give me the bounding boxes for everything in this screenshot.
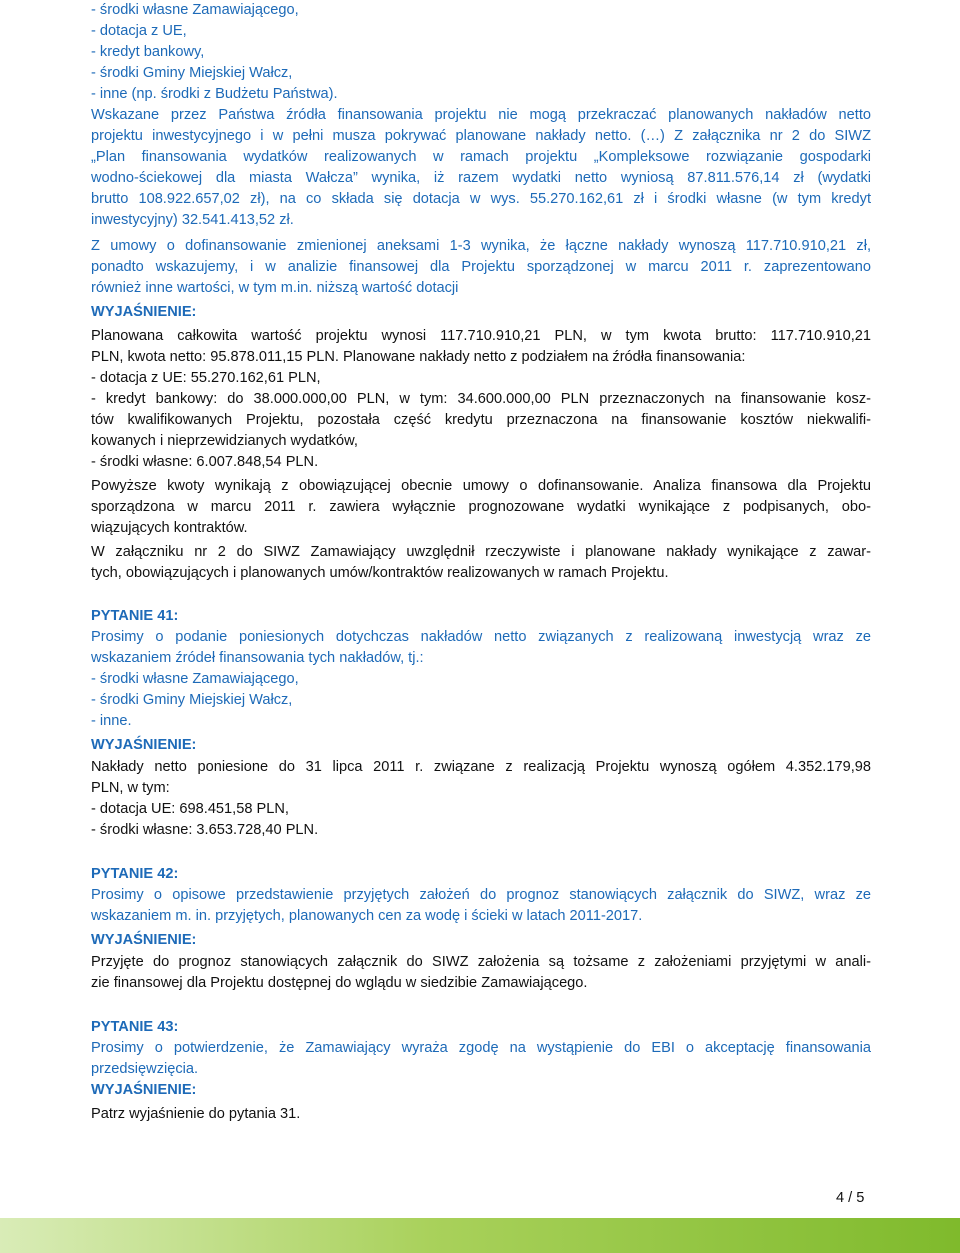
text-line: - środki Gminy Miejskiej Wałcz, — [91, 65, 293, 81]
text-line: Prosimy o opisowe przedstawienie przyjętych założeń do prognoz stanowiących załącznik do SIWZ, wraz ze — [91, 887, 871, 903]
text-line: Powyższe kwoty wynikają z obowiązującej obecnie umowy o dofinansowanie. Analiza finansowa dla Projektu — [91, 478, 871, 494]
text-line: Prosimy o potwierdzenie, że Zamawiający wyraża zgodę na wystąpienie do EBI o akceptację finansowania — [91, 1040, 871, 1056]
section-label: WYJAŚNIENIE: — [91, 932, 197, 948]
text-line: - środki własne Zamawiającego, — [91, 671, 299, 687]
section-label: WYJAŚNIENIE: — [91, 1082, 197, 1098]
text-line: Patrz wyjaśnienie do pytania 31. — [91, 1106, 301, 1122]
text-line: Z umowy o dofinansowanie zmienionej aneksami 1-3 wynika, że łączne nakłady wynoszą 117.710.910,21 zł, — [91, 238, 871, 254]
text-line: tych, obowiązujących i planowanych umów/kontraktów realizowanych w ramach Projektu. — [91, 565, 669, 581]
text-line: tów kwalifikowanych Projektu, pozostała część kredytu przeznaczona na finansowanie kosztów niekwalifi- — [91, 412, 871, 428]
text-line: inwestycyjny) 32.541.413,52 zł. — [91, 212, 294, 228]
text-line: - kredyt bankowy, — [91, 44, 205, 60]
text-line: - środki Gminy Miejskiej Wałcz, — [91, 692, 293, 708]
text-line: - środki własne: 3.653.728,40 PLN. — [91, 822, 319, 838]
text-line: Planowana całkowita wartość projektu wynosi 117.710.910,21 PLN, w tym kwota brutto: 117.710.910,21 — [91, 328, 871, 344]
text-line: - inne. — [91, 713, 132, 729]
text-line: PLN, kwota netto: 95.878.011,15 PLN. Planowane nakłady netto z podziałem na źródła finansowania: — [91, 349, 746, 365]
text-line: Nakłady netto poniesione do 31 lipca 2011 r. związane z realizacją Projektu wynoszą ogółem 4.352.179,98 — [91, 759, 871, 775]
section-label: PYTANIE 42: — [91, 866, 179, 882]
text-line: Wskazane przez Państwa źródła finansowania projektu nie mogą przekraczać planowanych nakładów netto — [91, 107, 871, 123]
text-line: wskazaniem źródeł finansowania tych nakładów, tj.: — [91, 650, 424, 666]
text-line: Prosimy o podanie poniesionych dotychczas nakładów netto związanych z realizowaną inwestycją wraz ze — [91, 629, 871, 645]
section-label: PYTANIE 43: — [91, 1019, 179, 1035]
text-line: - inne (np. środki z Budżetu Państwa). — [91, 86, 338, 102]
text-line: wodno-ściekowej dla miasta Wałcza” wynika, iż razem wydatki netto wyniosą 87.811.576,14 zł (wydatki — [91, 170, 871, 186]
text-line: - kredyt bankowy: do 38.000.000,00 PLN, w tym: 34.600.000,00 PLN przeznaczonych na finansowanie kosz- — [91, 391, 871, 407]
text-line: kowanych i nieprzewidzianych wydatków, — [91, 433, 358, 449]
text-line: Przyjęte do prognoz stanowiących załącznik do SIWZ założenia są tożsame z założeniami przyjętymi w anali- — [91, 954, 871, 970]
text-line: zie finansowej dla Projektu dostępnej do wglądu w siedzibie Zamawiającego. — [91, 975, 588, 991]
text-line: wskazaniem m. in. przyjętych, planowanych cen za wodę i ścieki w latach 2011-2017. — [91, 908, 643, 924]
text-line: - środki własne Zamawiającego, — [91, 2, 299, 18]
page-number: 4 / 5 — [836, 1190, 865, 1206]
text-line: PLN, w tym: — [91, 780, 170, 796]
text-line: również inne wartości, w tym m.in. niższą wartość dotacji — [91, 280, 459, 296]
text-line: - dotacja UE: 698.451,58 PLN, — [91, 801, 289, 817]
text-line: projektu inwestycyjnego i w pełni musza pokrywać planowane nakłady netto. (…) Z załącznika nr 2 do SIWZ — [91, 128, 871, 144]
text-line: wiązujących kontraktów. — [91, 520, 248, 536]
section-label: WYJAŚNIENIE: — [91, 737, 197, 753]
text-line: - dotacja z UE: 55.270.162,61 PLN, — [91, 370, 321, 386]
text-line: ponadto wskazujemy, i w analizie finansowej dla Projektu sporządzonej w marcu 2011 r. zaprezentowano — [91, 259, 871, 275]
text-line: brutto 108.922.657,02 zł), na co składa się dotacja w wys. 55.270.162,61 zł i środki własne (w tym kredyt — [91, 191, 871, 207]
text-line: W załączniku nr 2 do SIWZ Zamawiający uwzględnił rzeczywiste i planowane nakłady wynikające z zawar- — [91, 544, 871, 560]
text-line: przedsięwzięcia. — [91, 1061, 199, 1077]
text-line: „Plan finansowania wydatków realizowanych w ramach projektu „Kompleksowe rozwiązanie gospodarki — [91, 149, 871, 165]
section-label: WYJAŚNIENIE: — [91, 304, 197, 320]
section-label: PYTANIE 41: — [91, 608, 179, 624]
footer-band — [0, 1218, 960, 1253]
text-line: sporządzona w marcu 2011 r. zawiera wyłącznie prognozowane wydatki wynikające z podpisanych, obo- — [91, 499, 871, 515]
text-line: - dotacja z UE, — [91, 23, 187, 39]
text-line: - środki własne: 6.007.848,54 PLN. — [91, 454, 319, 470]
